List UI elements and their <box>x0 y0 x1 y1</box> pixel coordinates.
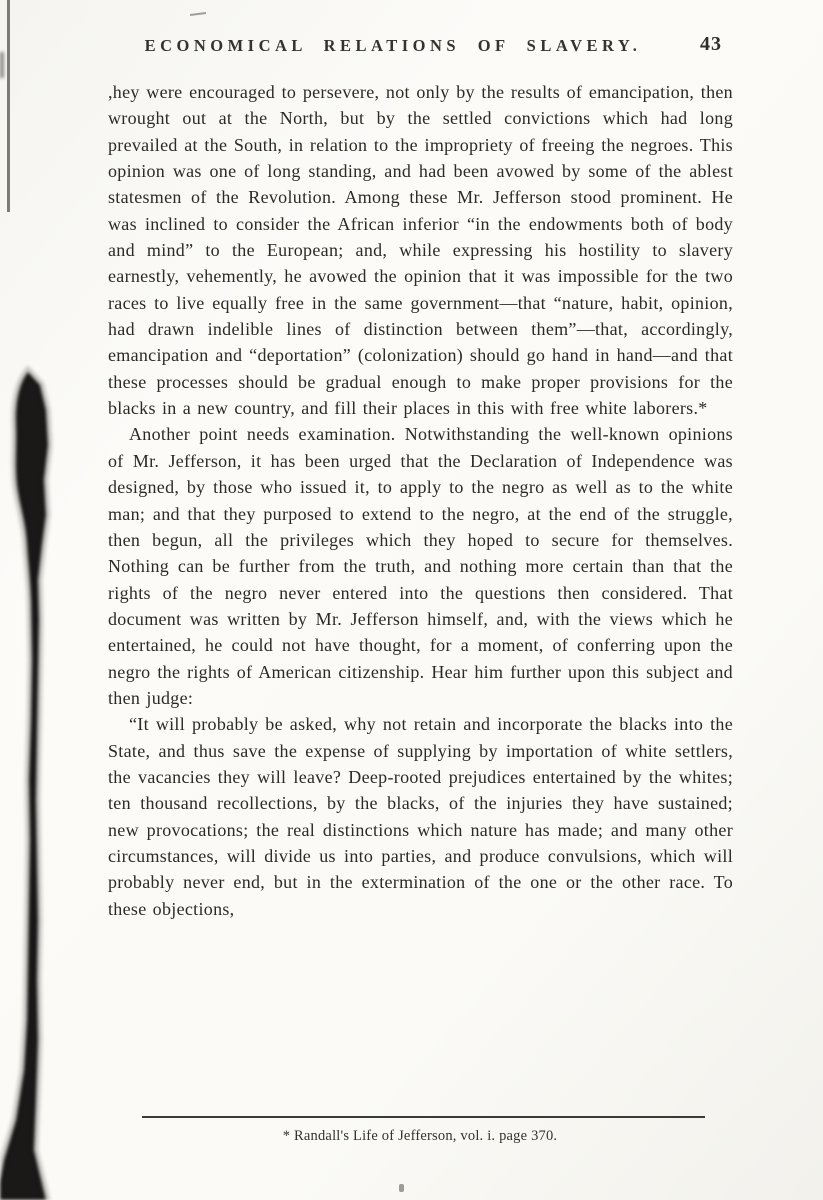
smudge-halo <box>0 372 48 1200</box>
paragraph: Another point needs examination. Notwithstanding the well-known opinions of Mr. Jefferson, it has been urged that the Declaration of Independence was designed, by those who issued it, to apply to the negro as well as to the white man; and that they purposed to extend to the negro, at the end of the struggle, then begun, all the privileges which they hoped to secure for themselves. Nothing can be further from the truth, and nothing more certain than that the rights of the negro never entered into the questions then considered. That document was written by Mr. Jefferson himself, and, with the views which he entertained, he could not have thought, for a moment, of conferring upon the negro the rights of American citizenship. Hear him further upon this subject and then judge: <box>108 424 733 708</box>
footnote-text: * Randall's Life of Jefferson, vol. i. page 370. <box>282 1128 558 1144</box>
smudge-body <box>0 372 48 1200</box>
page-number: 43 <box>700 33 722 55</box>
binding-shadow-smudge <box>0 0 80 1200</box>
paragraph-continuation: ,hey were encouraged to persevere, not only by the results of emancipation, then wrought out at the North, but by the settled convictions which had long prevailed at the South, in relation to the impropriety of freeing the negroes. This opinion was one of long standing, and had been avowed by some of the ablest statesmen of the Revolution. Among these Mr. Jefferson stood prominent. He was inclined to consider the African inferior “in the endowments both of body and mind” to the European; and, while expressing his hostility to slavery earnestly, vehemently, he avowed the opinion that it was impossible for the two races to live equally free in the same government—that “nature, habit, opinion, had drawn indelible lines of distinction between them”—that, accordingly, emancipation and “deportation” (colonization) should go hand in hand—and that these processes should be gradual enough to make proper provisions for the blacks in a new country, and fill their places in this with free white laborers.* <box>108 82 733 419</box>
running-title: ECONOMICAL RELATIONS OF SLAVERY. <box>144 36 642 55</box>
edge-blot <box>0 52 4 78</box>
footnote-rule <box>142 1116 705 1118</box>
page-edge-line <box>7 0 10 212</box>
paragraph-quote: “It will probably be asked, why not retain and incorporate the blacks into the State, and thus save the expense of supplying by importation of white settlers, the vacancies they will leave? Deep-rooted prejudices entertained by the whites; ten thousand recollections, by the blacks, of the injuries they have sustained; new provocations; the real distinctions which nature has made; and many other circumstances, will divide us into parties, and produce convulsions, which will probably never end, but in the extermination of the one or the other race. To these objections, <box>108 714 733 919</box>
running-header <box>108 33 732 62</box>
page-body <box>108 79 733 922</box>
scan-speck <box>399 1184 404 1192</box>
scan-speck <box>190 12 206 16</box>
